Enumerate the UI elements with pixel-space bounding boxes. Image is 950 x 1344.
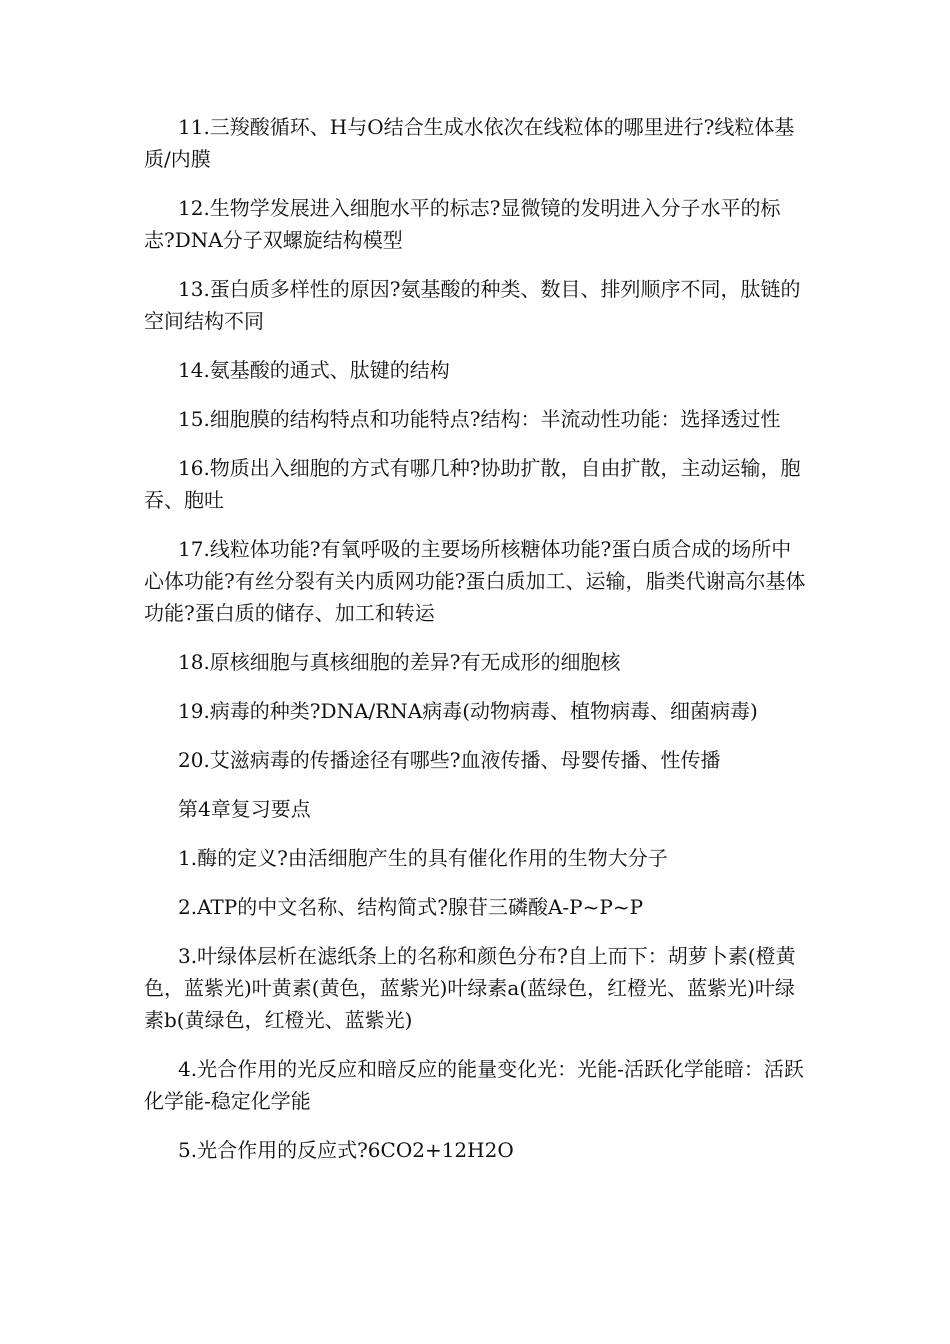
- paragraph-q11: 11.三羧酸循环、H与O结合生成水依次在线粒体的哪里进行?线粒体基质/内膜: [144, 115, 795, 171]
- paragraph-q12: 12.生物学发展进入细胞水平的标志?显微镜的发明进入分子水平的标志?DNA分子双螺旋结构模型: [144, 196, 781, 252]
- paragraph-q14: 14.氨基酸的通式、肽键的结构: [178, 358, 450, 382]
- paragraph-ch4-q1: 1.酶的定义?由活细胞产生的具有催化作用的生物大分子: [178, 846, 668, 870]
- paragraph-q20: 20.艾滋病毒的传播途径有哪些?血液传播、母婴传播、性传播: [178, 748, 721, 772]
- paragraph-q13: 13.蛋白质多样性的原因?氨基酸的种类、数目、排列顺序不同，肽链的空间结构不同: [144, 277, 801, 333]
- paragraph-q17: 17.线粒体功能?有氧呼吸的主要场所核糖体功能?蛋白质合成的场所中心体功能?有丝分裂有关内质网功能?蛋白质加工、运输，脂类代谢高尔基体功能?蛋白质的储存、加工和转运: [144, 537, 806, 625]
- paragraph-ch4-q3: 3.叶绿体层析在滤纸条上的名称和颜色分布?自上而下：胡萝卜素(橙黄色，蓝紫光)叶黄素(黄色，蓝紫光)叶绿素a(蓝绿色，红橙光、蓝紫光)叶绿素b(黄绿色，红橙光、蓝紫光): [144, 944, 796, 1032]
- paragraph-q18: 18.原核细胞与真核细胞的差异?有无成形的细胞核: [178, 650, 621, 674]
- paragraph-ch4-q4: 4.光合作用的光反应和暗反应的能量变化光：光能-活跃化学能暗：活跃化学能-稳定化学能: [144, 1057, 804, 1113]
- paragraph-q15: 15.细胞膜的结构特点和功能特点?结构：半流动性功能：选择透过性: [178, 407, 781, 431]
- paragraph-ch4-q2: 2.ATP的中文名称、结构简式?腺苷三磷酸A-P~P~P: [178, 895, 644, 919]
- document-body: [144, 111, 809, 1183]
- paragraph-q16: 16.物质出入细胞的方式有哪几种?协助扩散，自由扩散，主动运输，胞吞、胞吐: [144, 456, 801, 512]
- paragraph-ch4-q5: 5.光合作用的反应式?6CO2+12H2O: [178, 1138, 514, 1162]
- paragraph-q19: 19.病毒的种类?DNA/RNA病毒(动物病毒、植物病毒、细菌病毒): [178, 699, 758, 723]
- chapter-heading: 第4章复习要点: [178, 797, 311, 821]
